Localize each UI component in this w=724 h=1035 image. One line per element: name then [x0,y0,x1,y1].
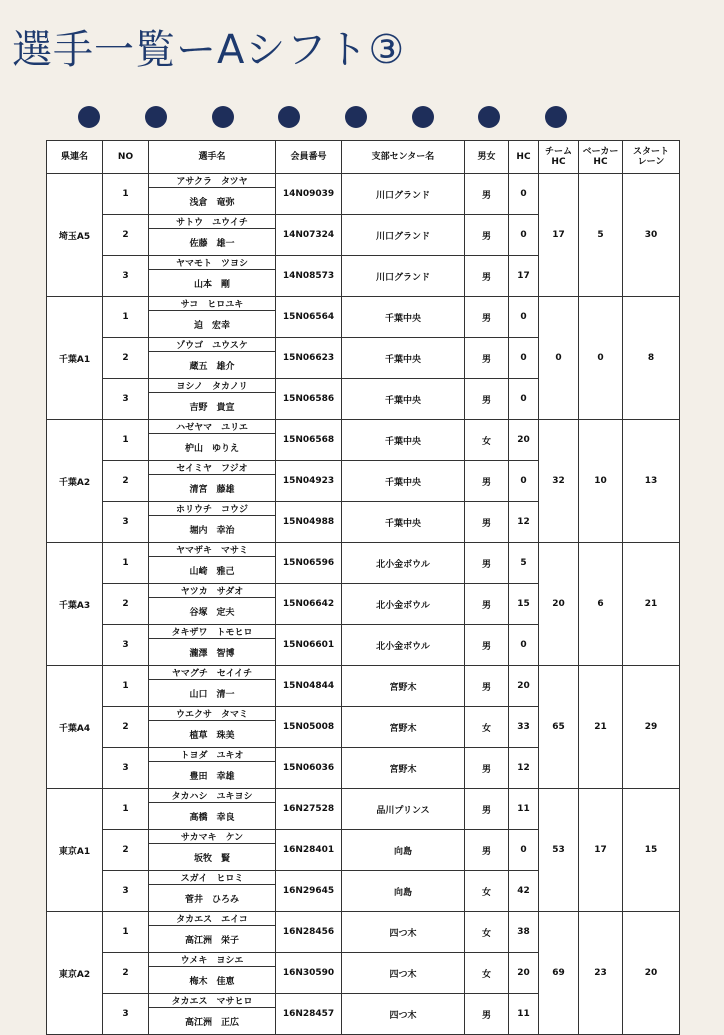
table-row [47,420,680,434]
table-row [47,666,680,680]
player-no: 3 [103,379,149,420]
player-kanji: 枦山 ゆりえ [149,434,276,461]
dot-icon [478,106,500,128]
player-roster-table [46,140,680,1035]
player-no: 2 [103,584,149,625]
baker-hc: 17 [579,789,623,912]
center-name: 北小金ボウル [342,584,465,625]
player-kanji: 堀内 幸治 [149,516,276,543]
team-hc: 20 [539,543,579,666]
player-kanji: 山口 清一 [149,680,276,707]
player-kanji: 清宮 藤雄 [149,475,276,502]
player-hc: 12 [509,502,539,543]
player-sex: 男 [465,297,509,338]
player-sex: 女 [465,953,509,994]
center-name: 川口グランド [342,256,465,297]
header-team-hc: チーム HC [539,141,579,174]
player-no: 1 [103,420,149,461]
player-kanji: 高橋 幸良 [149,803,276,830]
center-name: 向島 [342,871,465,912]
member-number: 15N06586 [276,379,342,420]
baker-hc: 10 [579,420,623,543]
baker-hc: 6 [579,543,623,666]
player-kana: トヨダ ユキオ [149,748,276,762]
player-kanji: 浅倉 竜弥 [149,188,276,215]
baker-hc: 0 [579,297,623,420]
player-sex: 女 [465,420,509,461]
center-name: 千葉中央 [342,420,465,461]
member-number: 15N04988 [276,502,342,543]
player-kana: タカエス マサヒロ [149,994,276,1008]
member-number: 16N30590 [276,953,342,994]
member-number: 16N28456 [276,912,342,953]
header-sex: 男女 [465,141,509,174]
team-hc: 32 [539,420,579,543]
player-sex: 男 [465,256,509,297]
player-kanji: 梅木 佳恵 [149,967,276,994]
player-kana: ヤマグチ セイイチ [149,666,276,680]
center-name: 宮野木 [342,666,465,707]
player-kanji: 佐藤 雄一 [149,229,276,256]
player-no: 1 [103,297,149,338]
team-name: 千葉A4 [47,666,103,789]
dot-icon [78,106,100,128]
player-sex: 男 [465,543,509,584]
table-row [47,789,680,803]
table-row [47,912,680,926]
player-no: 2 [103,953,149,994]
center-name: 千葉中央 [342,379,465,420]
team-name: 東京A2 [47,912,103,1035]
player-kanji: 坂牧 賢 [149,844,276,871]
baker-hc: 5 [579,174,623,297]
member-number: 15N04844 [276,666,342,707]
member-number: 14N09039 [276,174,342,215]
header-member: 会員番号 [276,141,342,174]
team-hc: 65 [539,666,579,789]
player-kana: ヤマモト ツヨシ [149,256,276,270]
player-kanji: 高江洲 正広 [149,1008,276,1035]
player-sex: 男 [465,338,509,379]
player-no: 3 [103,994,149,1035]
player-hc: 0 [509,625,539,666]
dot-icon [545,106,567,128]
start-lane: 20 [623,912,680,1035]
player-kana: ヤツカ サダオ [149,584,276,598]
member-number: 16N28401 [276,830,342,871]
player-kanji: 高江洲 栄子 [149,926,276,953]
baker-hc: 23 [579,912,623,1035]
player-kanji: 瀧澤 智博 [149,639,276,666]
player-hc: 0 [509,338,539,379]
center-name: 向島 [342,830,465,871]
dot-icon [345,106,367,128]
team-hc: 17 [539,174,579,297]
player-no: 3 [103,748,149,789]
center-name: 四つ木 [342,994,465,1035]
player-kanji: 山崎 雅己 [149,557,276,584]
player-kana: アサクラ タツヤ [149,174,276,188]
player-no: 2 [103,707,149,748]
player-no: 2 [103,338,149,379]
header-no: NO [103,141,149,174]
table-row [47,297,680,311]
dot-icon [412,106,434,128]
player-kana: ホリウチ コウジ [149,502,276,516]
player-sex: 男 [465,994,509,1035]
center-name: 北小金ボウル [342,543,465,584]
player-no: 3 [103,871,149,912]
player-hc: 38 [509,912,539,953]
member-number: 16N27528 [276,789,342,830]
player-kana: サカマキ ケン [149,830,276,844]
player-sex: 女 [465,871,509,912]
player-kana: タカエス エイコ [149,912,276,926]
center-name: 四つ木 [342,953,465,994]
decorative-dots [78,106,578,130]
member-number: 15N05008 [276,707,342,748]
header-baker-hc: ベーカー HC [579,141,623,174]
center-name: 北小金ボウル [342,625,465,666]
player-kana: スガイ ヒロミ [149,871,276,885]
player-kanji: 山本 剛 [149,270,276,297]
player-sex: 男 [465,584,509,625]
start-lane: 8 [623,297,680,420]
dot-icon [145,106,167,128]
table-row [47,174,680,188]
player-hc: 0 [509,297,539,338]
player-kana: ヨシノ タカノリ [149,379,276,393]
member-number: 15N06036 [276,748,342,789]
player-kanji: 蔵五 雄介 [149,352,276,379]
team-name: 埼玉A5 [47,174,103,297]
player-hc: 11 [509,994,539,1035]
player-kanji: 豊田 幸雄 [149,762,276,789]
player-kanji: 菅井 ひろみ [149,885,276,912]
player-no: 1 [103,789,149,830]
table-row [47,543,680,557]
member-number: 15N06642 [276,584,342,625]
start-lane: 15 [623,789,680,912]
member-number: 14N08573 [276,256,342,297]
player-kanji: 谷塚 定夫 [149,598,276,625]
player-hc: 20 [509,420,539,461]
player-no: 3 [103,256,149,297]
player-hc: 12 [509,748,539,789]
team-hc: 53 [539,789,579,912]
player-sex: 男 [465,748,509,789]
player-hc: 0 [509,461,539,502]
member-number: 15N06596 [276,543,342,584]
player-hc: 33 [509,707,539,748]
player-hc: 15 [509,584,539,625]
member-number: 15N06623 [276,338,342,379]
player-hc: 5 [509,543,539,584]
center-name: 千葉中央 [342,502,465,543]
player-no: 2 [103,215,149,256]
start-lane: 13 [623,420,680,543]
player-kana: ハゼヤマ ユリエ [149,420,276,434]
member-number: 16N28457 [276,994,342,1035]
player-kana: タカハシ ユキヨシ [149,789,276,803]
member-number: 15N06601 [276,625,342,666]
player-kanji: 吉野 貴宣 [149,393,276,420]
player-hc: 0 [509,174,539,215]
player-no: 3 [103,502,149,543]
header-center: 支部センター名 [342,141,465,174]
center-name: 品川プリンス [342,789,465,830]
player-sex: 女 [465,707,509,748]
player-kana: サコ ヒロユキ [149,297,276,311]
center-name: 千葉中央 [342,297,465,338]
dot-icon [278,106,300,128]
member-number: 15N06568 [276,420,342,461]
player-kana: ゾウゴ ユウスケ [149,338,276,352]
baker-hc: 21 [579,666,623,789]
player-kana: ヤマザキ マサミ [149,543,276,557]
player-no: 2 [103,830,149,871]
player-no: 3 [103,625,149,666]
player-kanji: 植草 珠美 [149,721,276,748]
center-name: 千葉中央 [342,338,465,379]
player-kana: ウエクサ タマミ [149,707,276,721]
team-name: 千葉A3 [47,543,103,666]
center-name: 千葉中央 [342,461,465,502]
player-sex: 男 [465,625,509,666]
member-number: 14N07324 [276,215,342,256]
dot-icon [212,106,234,128]
player-kana: サトウ ユウイチ [149,215,276,229]
player-sex: 男 [465,830,509,871]
center-name: 四つ木 [342,912,465,953]
page-title: 選手一覧ーAシフト③ [12,27,406,73]
header-name: 選手名 [149,141,276,174]
player-hc: 17 [509,256,539,297]
player-hc: 0 [509,379,539,420]
player-no: 2 [103,461,149,502]
player-sex: 男 [465,215,509,256]
center-name: 宮野木 [342,707,465,748]
start-lane: 21 [623,543,680,666]
start-lane: 29 [623,666,680,789]
player-hc: 0 [509,215,539,256]
player-no: 1 [103,912,149,953]
header-hc: HC [509,141,539,174]
player-kanji: 迫 宏幸 [149,311,276,338]
player-sex: 男 [465,666,509,707]
player-sex: 男 [465,789,509,830]
player-no: 1 [103,174,149,215]
player-hc: 11 [509,789,539,830]
player-no: 1 [103,666,149,707]
player-no: 1 [103,543,149,584]
player-sex: 男 [465,502,509,543]
team-hc: 69 [539,912,579,1035]
member-number: 16N29645 [276,871,342,912]
team-hc: 0 [539,297,579,420]
header-pref: 県連名 [47,141,103,174]
player-sex: 男 [465,379,509,420]
player-hc: 20 [509,953,539,994]
player-sex: 男 [465,461,509,502]
member-number: 15N06564 [276,297,342,338]
start-lane: 30 [623,174,680,297]
player-sex: 男 [465,174,509,215]
player-kana: セイミヤ フジオ [149,461,276,475]
member-number: 15N04923 [276,461,342,502]
team-name: 千葉A2 [47,420,103,543]
player-hc: 0 [509,830,539,871]
header-start-lane: スタート レーン [623,141,680,174]
player-hc: 42 [509,871,539,912]
center-name: 宮野木 [342,748,465,789]
center-name: 川口グランド [342,215,465,256]
player-sex: 女 [465,912,509,953]
player-kana: ウメキ ヨシエ [149,953,276,967]
header-row [47,141,680,174]
team-name: 東京A1 [47,789,103,912]
player-hc: 20 [509,666,539,707]
center-name: 川口グランド [342,174,465,215]
player-kana: タキザワ トモヒロ [149,625,276,639]
team-name: 千葉A1 [47,297,103,420]
